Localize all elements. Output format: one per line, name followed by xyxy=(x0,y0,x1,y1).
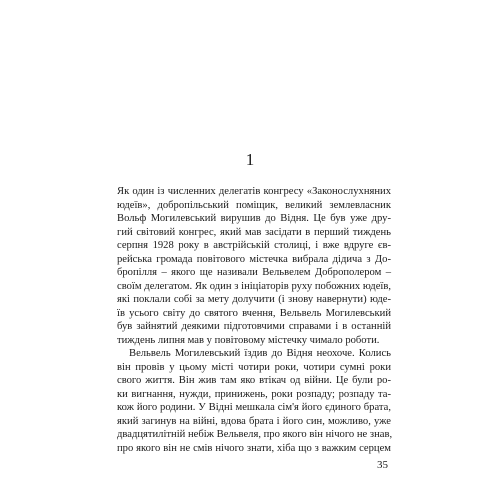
text-line: юдеїв», добропільський поміщик, великий землевласник xyxy=(117,199,391,211)
text-line: Вельвель Могилевський їздив до Відня неохоче. Колись xyxy=(129,348,391,359)
text-line: рейська громада повітового містечка вибрала дідича з До- xyxy=(117,253,391,265)
text-line: серпня 1928 року в австрійській столиці, і вже вдруге єв- xyxy=(117,240,391,251)
text-line: двадцятилітній небіж Вельвеля, про якого він нічого не знав, xyxy=(117,429,393,440)
text-line: їв усього світу до святого вчення, Вельвель Могилевський xyxy=(117,307,391,319)
text-line: гий світовий конгрес, який мав засідати в перший тиждень xyxy=(117,226,391,238)
text-line: ки вигнання, нужди, принижень, роки розпаду; розпаду та- xyxy=(117,388,391,400)
text-line: свого життя. Він жив там яко втікач од війни. Це були ро- xyxy=(117,375,391,386)
page-number: 35 xyxy=(377,459,388,471)
text-line: бропілля – якого ще називали Вельвелем Доброполером – xyxy=(117,267,391,278)
text-line: кож його родини. У Відні мешкала сім'я його єдиного брата, xyxy=(117,402,391,413)
text-line: був зайнятий деякими підготовчими справами і в останній xyxy=(117,321,391,332)
text-line: який загинув на війні, вдова брата і його син, можливо, уже xyxy=(117,415,391,427)
text-line: він провів у цьому місті чотири роки, чотири сумні роки xyxy=(117,361,391,373)
text-line: тиждень липня мав у повітовому містечку чимало роботи. xyxy=(117,334,380,346)
chapter-number: 1 xyxy=(245,150,255,169)
text-line: Як один із численних делегатів конгресу «Законослухняних xyxy=(117,186,391,197)
body-text xyxy=(117,185,391,455)
text-line: своїм делегатом. Як один з ініціаторів руху побожних юдеїв, xyxy=(117,280,391,292)
text-line: які поклали собі за мету долучити (і знову навернути) юде- xyxy=(117,294,391,305)
text-line: Вольф Могилевський вирушив до Відня. Це був уже дру- xyxy=(117,213,391,224)
text-line: про якого він не смів нічого знати, хіба що з важким серцем xyxy=(117,442,391,454)
